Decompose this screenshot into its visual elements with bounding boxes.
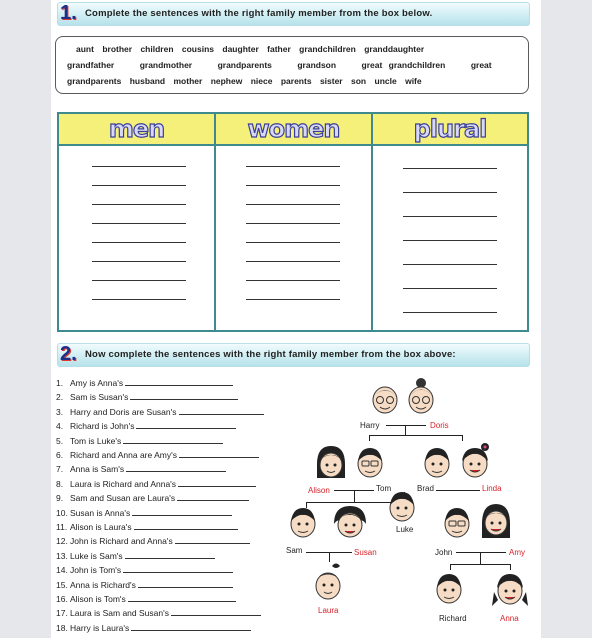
question-number: 10.: [56, 507, 68, 518]
answer-line[interactable]: [403, 192, 497, 193]
name-amy: Amy: [509, 548, 525, 557]
answer-line[interactable]: [403, 240, 497, 241]
word: grandson: [297, 60, 337, 70]
word-box: [55, 36, 529, 94]
exercise-2-banner: [57, 343, 530, 367]
luke-face-icon: [387, 488, 417, 524]
word: grandparents: [217, 60, 272, 70]
column-women: [216, 114, 373, 330]
question-text: Anna is Richard's: [70, 579, 136, 590]
question-row: [56, 608, 261, 618]
answer-line[interactable]: [246, 185, 340, 186]
question-text: Sam and Susan are Laura's: [70, 493, 176, 504]
header-men: men: [108, 115, 165, 143]
question-row: [56, 407, 264, 417]
answer-blank[interactable]: [125, 551, 215, 559]
question-text: Harry is Laura's: [70, 622, 130, 633]
answer-line[interactable]: [92, 299, 186, 300]
answer-line[interactable]: [403, 216, 497, 217]
word: parents: [280, 76, 312, 86]
word: niece: [250, 76, 273, 86]
question-number: 3.: [56, 406, 64, 417]
question-row: [56, 464, 226, 474]
question-row: [56, 508, 232, 518]
question-number: 4.: [56, 421, 64, 432]
exercise-1-number: 1.: [60, 2, 77, 24]
name-susan: Susan: [354, 548, 377, 557]
answer-line[interactable]: [246, 299, 340, 300]
word: grandmother: [139, 60, 193, 70]
exercise-1-banner: [57, 2, 530, 26]
question-row: [56, 392, 238, 402]
richard-face-icon: [434, 570, 464, 606]
answer-line[interactable]: [246, 204, 340, 205]
question-row: [56, 536, 250, 546]
exercise-2-instruction: Now complete the sentences with the right family member from the box above:: [85, 349, 456, 360]
descent-line: [405, 425, 406, 435]
question-row: [56, 551, 215, 561]
gender-table: [57, 112, 529, 332]
answer-blank[interactable]: [131, 623, 251, 631]
anna-face-icon: [492, 570, 528, 610]
answer-line[interactable]: [92, 280, 186, 281]
answer-blank[interactable]: [125, 378, 233, 386]
question-number: 5.: [56, 435, 64, 446]
descent-line: [354, 490, 355, 502]
question-number: 8.: [56, 478, 64, 489]
marriage-line: [456, 552, 506, 553]
word-box-line-2: [67, 60, 492, 70]
word: aunt: [76, 44, 94, 54]
word-box-line-1: [76, 44, 424, 54]
susan-face-icon: [332, 502, 368, 540]
word: nephew: [210, 76, 243, 86]
word: daughter: [222, 44, 259, 54]
sibling-line: [369, 435, 462, 436]
word: wife: [405, 76, 422, 86]
word-box-line-3: [67, 76, 422, 86]
answer-line[interactable]: [92, 166, 186, 167]
answer-blank[interactable]: [132, 508, 232, 516]
question-text: Laura is Sam and Susan's: [70, 608, 169, 619]
answer-line[interactable]: [403, 312, 497, 313]
word: uncle: [374, 76, 397, 86]
sibling-line: [450, 564, 510, 565]
question-text: Susan is Anna's: [70, 507, 131, 518]
marriage-line: [386, 425, 426, 426]
question-number: 2.: [56, 392, 64, 403]
amy-face-icon: [479, 500, 513, 540]
marriage-line: [436, 490, 480, 491]
answer-line[interactable]: [403, 288, 497, 289]
question-number: 7.: [56, 464, 64, 475]
descent-line: [480, 552, 481, 564]
answer-line[interactable]: [403, 168, 497, 169]
linda-face-icon: [458, 442, 492, 480]
name-tom: Tom: [376, 484, 392, 493]
name-anna: Anna: [500, 614, 519, 623]
laura-face-icon: [312, 562, 346, 602]
john-face-icon: [442, 504, 472, 540]
word: great: [470, 60, 492, 70]
question-row: [56, 623, 251, 633]
answer-line[interactable]: [246, 261, 340, 262]
question-row: [56, 479, 256, 489]
answer-blank[interactable]: [136, 421, 236, 429]
question-number: 15.: [56, 579, 68, 590]
answer-line[interactable]: [92, 204, 186, 205]
word: mother: [173, 76, 203, 86]
question-text: Harry and Doris are Susan's: [70, 406, 177, 417]
question-row: [56, 436, 223, 446]
descent-line: [369, 435, 370, 441]
header-plural: plural: [413, 115, 487, 143]
answer-line[interactable]: [246, 223, 340, 224]
answer-blank[interactable]: [171, 608, 261, 616]
question-row: [56, 493, 249, 503]
question-text: Alison is Tom's: [70, 594, 126, 604]
name-john: John: [435, 548, 453, 557]
question-text: Amy is Anna's: [70, 378, 124, 388]
sam-face-icon: [288, 504, 318, 540]
question-number: 6.: [56, 450, 64, 460]
answer-blank[interactable]: [126, 464, 226, 472]
name-alison: Alison: [308, 486, 330, 495]
word: cousins: [181, 44, 215, 54]
name-harry: Harry: [360, 421, 380, 430]
question-number: 17.: [56, 608, 68, 619]
name-luke: Luke: [396, 525, 414, 534]
question-row: [56, 522, 238, 532]
word: husband: [129, 76, 166, 86]
answer-line[interactable]: [246, 280, 340, 281]
answer-blank[interactable]: [123, 565, 233, 573]
tom-face-icon: [355, 444, 385, 480]
question-row: [56, 594, 236, 604]
question-number: 11.: [56, 522, 68, 532]
harry-face-icon: [370, 382, 400, 416]
question-number: 14.: [56, 565, 68, 576]
question-text: Laura is Richard and Anna's: [70, 478, 177, 489]
question-row: [56, 421, 236, 431]
word: grandfather: [67, 60, 115, 70]
word: grandparents: [67, 76, 122, 86]
header-women: women: [247, 115, 340, 143]
question-row: [56, 580, 233, 590]
word: brother: [102, 44, 133, 54]
answer-line[interactable]: [92, 223, 186, 224]
answer-blank[interactable]: [175, 536, 250, 544]
question-text: Luke is Sam's: [70, 550, 123, 561]
question-text: Sam is Susan's: [70, 392, 129, 403]
name-laura: Laura: [318, 606, 339, 615]
name-brad: Brad: [417, 484, 434, 493]
question-text: Tom is Luke's: [70, 435, 122, 446]
answer-blank[interactable]: [178, 479, 256, 487]
name-sam: Sam: [286, 546, 303, 555]
answer-line[interactable]: [92, 185, 186, 186]
question-number: 18.: [56, 622, 68, 633]
question-text: John is Tom's: [70, 565, 122, 576]
descent-line: [329, 552, 330, 562]
word: children: [140, 44, 174, 54]
alison-face-icon: [314, 444, 348, 482]
name-linda: Linda: [482, 484, 502, 493]
descent-line: [462, 435, 463, 441]
answer-blank[interactable]: [179, 407, 264, 415]
answer-blank[interactable]: [128, 594, 236, 602]
answer-blank[interactable]: [130, 392, 238, 400]
question-row: [56, 378, 233, 388]
word: granddaughter: [364, 44, 425, 54]
word: sister: [319, 76, 343, 86]
word: great grandchildren: [361, 60, 446, 70]
answer-blank[interactable]: [138, 580, 233, 588]
question-text: John is Richard and Anna's: [70, 536, 173, 547]
question-number: 1.: [56, 378, 64, 388]
answer-line[interactable]: [92, 261, 186, 262]
answer-line[interactable]: [246, 242, 340, 243]
question-text: Anna is Sam's: [70, 464, 125, 475]
answer-blank[interactable]: [177, 493, 249, 501]
answer-line[interactable]: [403, 264, 497, 265]
name-doris: Doris: [430, 421, 449, 430]
column-plural: [373, 114, 527, 330]
name-richard: Richard: [439, 614, 467, 623]
answer-line[interactable]: [92, 242, 186, 243]
brad-face-icon: [422, 444, 452, 480]
question-number: 13.: [56, 550, 68, 561]
question-row: [56, 450, 259, 460]
question-text: Richard is John's: [70, 421, 135, 432]
answer-blank[interactable]: [179, 450, 259, 458]
question-row: [56, 565, 233, 575]
exercise-2-number: 2.: [60, 343, 77, 365]
doris-face-icon: [406, 376, 436, 416]
question-number: 12.: [56, 536, 68, 547]
word: grandchildren: [299, 44, 356, 54]
answer-line[interactable]: [246, 166, 340, 167]
question-text: Richard and Anna are Amy's: [70, 450, 177, 460]
answer-blank[interactable]: [134, 522, 238, 530]
question-number: 16.: [56, 594, 68, 604]
answer-blank[interactable]: [123, 436, 223, 444]
family-tree: [284, 374, 534, 636]
exercise-1-instruction: Complete the sentences with the right family member from the box below.: [85, 8, 433, 19]
question-text: Alison is Laura's: [70, 522, 132, 532]
question-number: 9.: [56, 493, 64, 504]
word: son: [351, 76, 367, 86]
column-men: [59, 114, 216, 330]
word: father: [267, 44, 291, 54]
